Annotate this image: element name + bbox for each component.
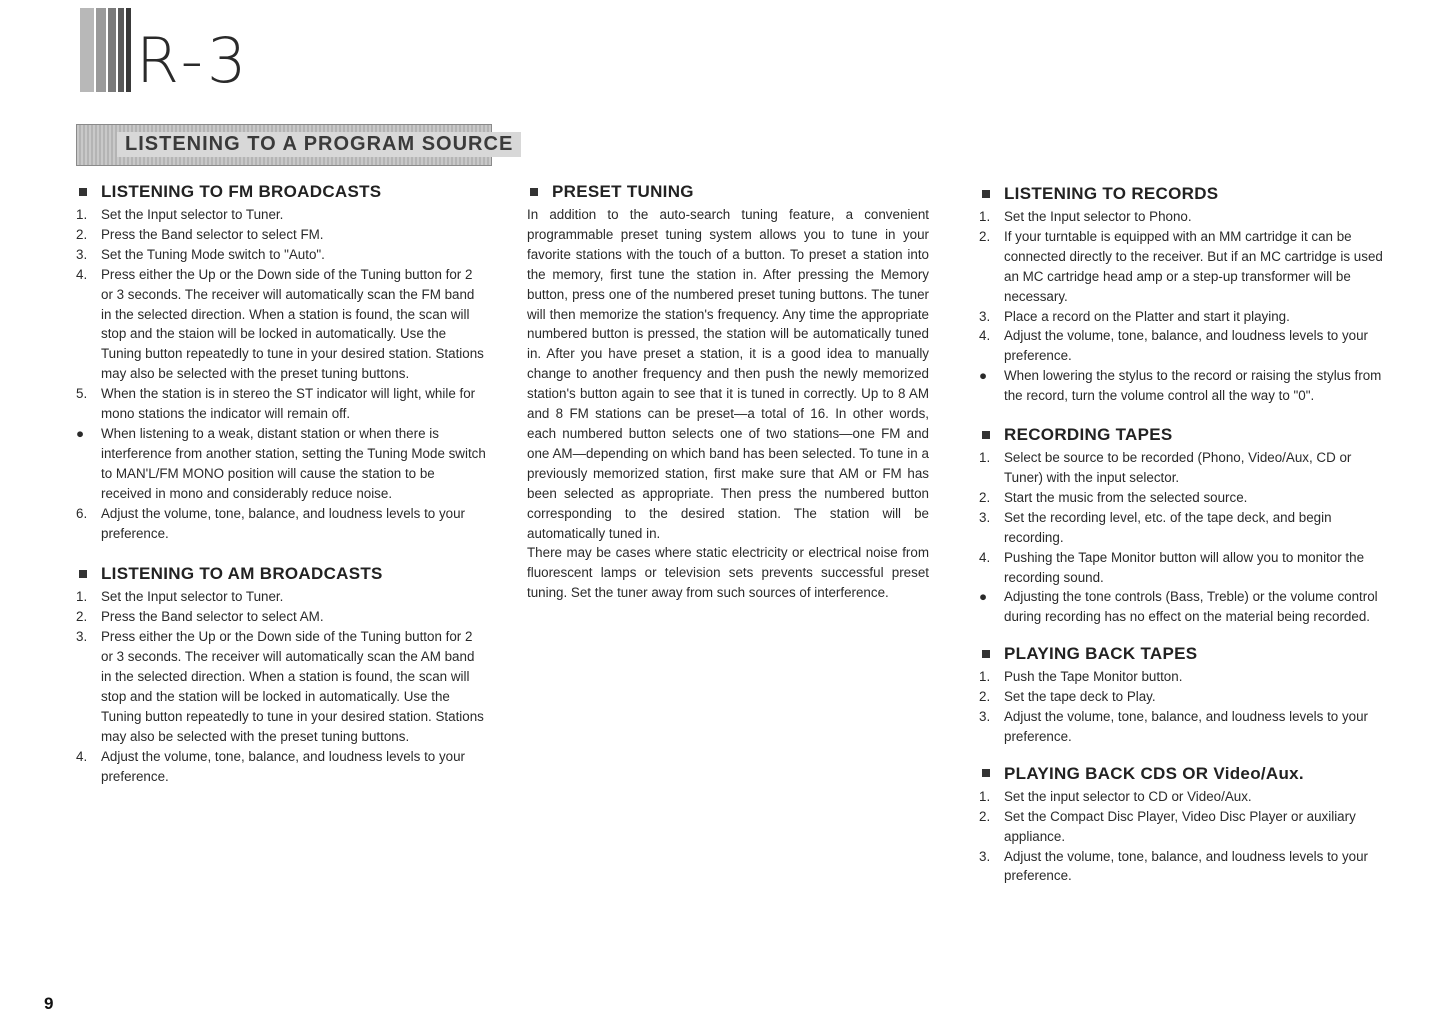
- item-text: Adjust the volume, tone, balance, and loudness levels to your preference.: [1004, 328, 1369, 364]
- list-item: [979, 667, 1389, 687]
- square-bullet-icon: [79, 188, 87, 196]
- page-number: 9: [44, 994, 54, 1013]
- list-item: [979, 687, 1389, 707]
- step-number: 6.: [76, 505, 88, 521]
- list-item: [979, 847, 1389, 887]
- item-text: Adjusting the tone controls (Bass, Treble) or the volume control during recording has no effect on the material being recorded.: [1004, 589, 1378, 625]
- list-item: [76, 225, 486, 245]
- item-text: Set the Tuning Mode switch to "Auto".: [101, 246, 325, 262]
- playback-steps: [979, 667, 1389, 747]
- item-text: When the station is in stereo the ST indicator will light, while for mono stations the indicator will remain off.: [101, 386, 476, 422]
- column-1: [76, 181, 486, 786]
- item-text: Set the Input selector to Tuner.: [101, 207, 284, 222]
- list-item: [979, 807, 1389, 847]
- step-number: 3.: [979, 709, 991, 725]
- fm-steps: [76, 205, 486, 543]
- list-item: [979, 227, 1389, 307]
- item-text: Pushing the Tape Monitor button will allow you to monitor the recording sound.: [1004, 549, 1365, 585]
- dot-bullet-icon: ●: [979, 368, 988, 384]
- step-number: 2.: [76, 226, 88, 242]
- list-item: [979, 488, 1389, 508]
- item-text: Press either the Up or the Down side of the Tuning button for 2 or 3 seconds. The receiver will automatically scan the FM band in the selected direction. When a station is found, the scan will stop and the staion will be locked in automatically. Use the Tuning button repeatedly to tune in your desired station. Stations may also be selected with the preset tuning buttons.: [101, 266, 484, 382]
- column-2: [527, 181, 929, 603]
- step-number: 2.: [979, 228, 991, 244]
- list-item: [76, 265, 486, 384]
- step-number: 3.: [76, 246, 88, 262]
- section-heading: LISTENING TO FM BROADCASTS: [76, 181, 486, 203]
- section-heading: PLAYING BACK CDS OR Video/Aux.: [979, 763, 1389, 785]
- list-item: [979, 207, 1389, 227]
- step-number: 2.: [76, 609, 88, 625]
- model-name: R-3: [136, 24, 251, 97]
- list-item: [76, 384, 486, 424]
- step-number: 1.: [979, 788, 991, 804]
- step-number: 4.: [979, 328, 991, 344]
- list-item: [979, 326, 1389, 366]
- recording-section: [979, 424, 1389, 627]
- list-item: [76, 205, 486, 225]
- square-bullet-icon: [982, 769, 990, 777]
- item-text: Set the Input selector to Phono.: [1004, 209, 1192, 224]
- fm-section: [76, 181, 486, 543]
- list-item: [76, 504, 486, 544]
- cds-steps: [979, 787, 1389, 887]
- item-text: Start the music from the selected source.: [1004, 489, 1248, 505]
- step-number: 3.: [979, 308, 991, 324]
- square-bullet-icon: [982, 431, 990, 439]
- banner-title: LISTENING TO A PROGRAM SOURCE: [117, 132, 521, 157]
- list-item: [979, 448, 1389, 488]
- item-text: Place a record on the Platter and start it playing.: [1004, 308, 1290, 324]
- section-banner: [76, 124, 514, 166]
- item-text: Press the Band selector to select FM.: [101, 226, 324, 242]
- list-item: [76, 627, 486, 746]
- list-item: [979, 707, 1389, 747]
- item-text: Set the tape deck to Play.: [1004, 689, 1156, 705]
- item-text: Adjust the volume, tone, balance, and loudness levels to your preference.: [101, 748, 466, 784]
- square-bullet-icon: [982, 190, 990, 198]
- list-item: [76, 607, 486, 627]
- item-text: Set the Input selector to Tuner.: [101, 589, 284, 605]
- list-item: [76, 747, 486, 787]
- step-number: 1.: [979, 450, 991, 466]
- section-heading: PLAYING BACK TAPES: [979, 643, 1389, 665]
- records-section: [979, 183, 1389, 406]
- item-text: Press either the Up or the Down side of the Tuning button for 2 or 3 seconds. The receiver will automatically scan the AM band in the selected direction. When a station is found, the scan will stop and the station will be locked in automatically. Use the Tuning button repeatedly to tune in your desired station. Stations may also be selected with the preset tuning buttons.: [101, 629, 484, 744]
- section-heading: PRESET TUNING: [527, 181, 929, 203]
- records-steps: [979, 207, 1389, 406]
- step-number: 2.: [979, 808, 991, 824]
- section-heading: LISTENING TO AM BROADCASTS: [76, 563, 486, 585]
- am-steps: [76, 587, 486, 786]
- bullet-note: [979, 587, 1389, 627]
- step-number: 1.: [76, 589, 88, 605]
- step-number: 3.: [979, 848, 991, 864]
- step-number: 4.: [979, 549, 991, 565]
- logo-bars: [80, 8, 132, 92]
- column-3: [979, 183, 1389, 886]
- section-heading: LISTENING TO RECORDS: [979, 183, 1389, 205]
- item-text: When lowering the stylus to the record or raising the stylus from the record, turn the volume control all the way to "0".: [1004, 368, 1382, 404]
- step-number: 1.: [76, 207, 88, 222]
- playback-section: [979, 643, 1389, 747]
- step-number: 3.: [76, 629, 88, 645]
- step-number: 2.: [979, 689, 991, 705]
- preset-section: [527, 181, 929, 603]
- bullet-note: [76, 424, 486, 504]
- list-item: [979, 787, 1389, 807]
- item-text: When listening to a weak, distant station or when there is interference from another station, setting the Tuning Mode switch to MAN'L/FM MONO position will cause the station to be received in mono and considerably reduce noise.: [101, 425, 486, 501]
- section-heading: RECORDING TAPES: [979, 424, 1389, 446]
- list-item: [76, 587, 486, 607]
- preset-paragraph-1: In addition to the auto-search tuning feature, a convenient programmable preset tuning system allows you to tune in your favorite stations with the touch of a button. To preset a station into the memory, first tune the station in. After pressing the Memory button, press one of the numbered preset tuning buttons. The tuner will then memorize the station's frequency. Any time the appropriate numbered button is pressed, the station will be automatically tuned in. After you have preset a station, it is a good idea to manually change to another frequency and then push the newly memorized station's button again to see that it is tuned in correctly. Up to 8 AM and 8 FM stations can be preset—a total of 16. In other words, each numbered button selects one of two stations—one FM and one AM—depending on which band has been selected. To tune in a previously memorized station, first make sure that AM or FM has been selected as appropriate. Then press the numbered button corresponding to the desired station. The station will be automatically tuned in.: [527, 207, 929, 541]
- item-text: Adjust the volume, tone, balance, and loudness levels to your preference.: [101, 505, 466, 541]
- item-text: Set the recording level, etc. of the tape deck, and begin recording.: [1004, 509, 1332, 545]
- item-text: Set the Compact Disc Player, Video Disc Player or auxiliary appliance.: [1004, 808, 1356, 844]
- preset-paragraph-2: There may be cases where static electricity or electrical noise from fluorescent lamps or television sets prevents successful preset tuning. Set the tuner away from such sources of interference.: [527, 545, 929, 601]
- dot-bullet-icon: ●: [979, 589, 988, 605]
- bullet-note: [979, 366, 1389, 406]
- item-text: Adjust the volume, tone, balance, and loudness levels to your preference.: [1004, 848, 1369, 884]
- step-number: 2.: [979, 489, 991, 505]
- item-text: Set the input selector to CD or Video/Aux.: [1004, 788, 1252, 804]
- item-text: If your turntable is equipped with an MM cartridge it can be connected directly to the receiver. But if an MC cartridge is used an MC cartridge head amp or a step-up transformer will be necessary.: [1004, 228, 1383, 304]
- square-bullet-icon: [982, 650, 990, 658]
- step-number: 3.: [979, 509, 991, 525]
- cds-section: [979, 763, 1389, 887]
- step-number: 4.: [76, 748, 88, 764]
- step-number: 1.: [979, 209, 991, 224]
- item-text: Select be source to be recorded (Phono, Video/Aux, CD or Tuner) with the input selector.: [1004, 450, 1352, 485]
- step-number: 1.: [979, 669, 991, 685]
- list-item: [76, 245, 486, 265]
- step-number: 5.: [76, 386, 88, 402]
- list-item: [979, 307, 1389, 327]
- am-section: [76, 563, 486, 786]
- list-item: [979, 548, 1389, 588]
- step-number: 4.: [76, 266, 88, 282]
- recording-steps: [979, 448, 1389, 627]
- dot-bullet-icon: ●: [76, 425, 85, 441]
- item-text: Push the Tape Monitor button.: [1004, 669, 1183, 685]
- square-bullet-icon: [79, 570, 87, 578]
- item-text: Adjust the volume, tone, balance, and loudness levels to your preference.: [1004, 709, 1369, 744]
- item-text: Press the Band selector to select AM.: [101, 609, 324, 625]
- list-item: [979, 508, 1389, 548]
- square-bullet-icon: [530, 188, 538, 196]
